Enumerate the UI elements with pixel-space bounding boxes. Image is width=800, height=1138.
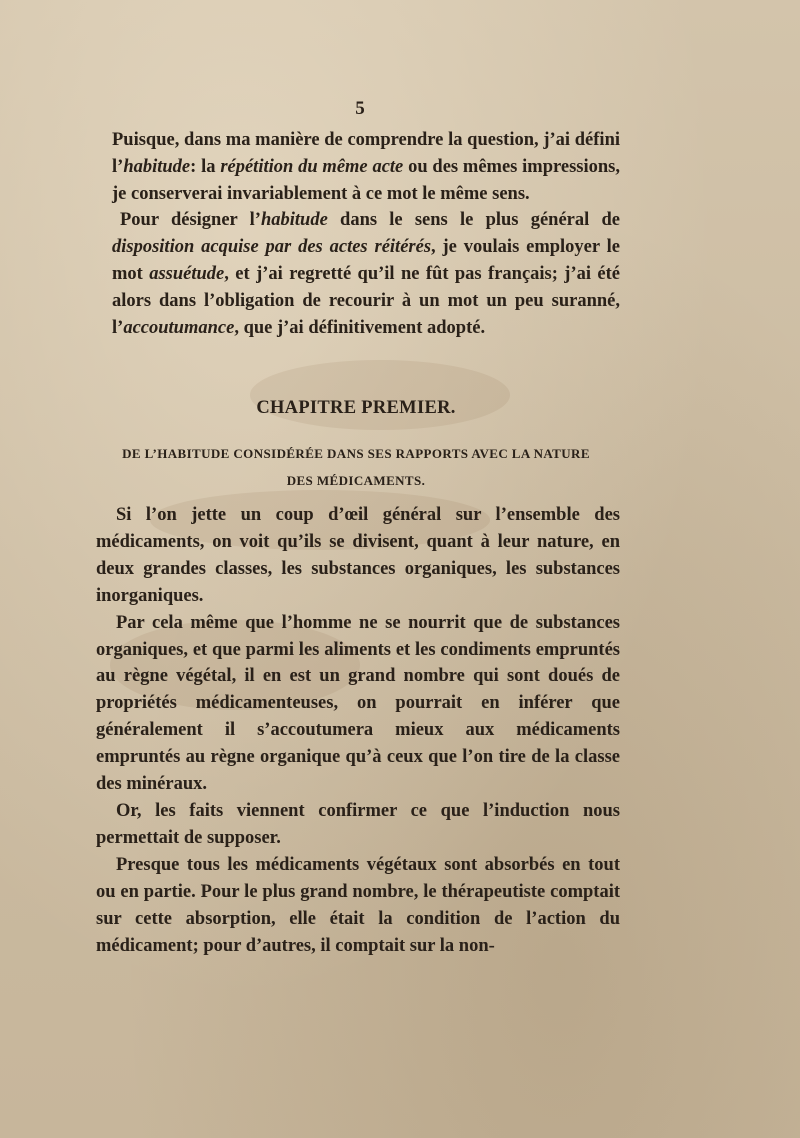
text-segment: , et j’ai regretté qu’il ne fût pas français; j’ai été alors dans l’obligation de recourir à un mot un peu suranné, l’	[112, 263, 621, 338]
italic-text: habitude	[123, 156, 191, 177]
body-paragraph-2: Par cela même que l’homme ne se nourrit que de substances organiques, et que parmi les aliments et les condiments empruntés au règne végétal, il en est un grand nombre qui sont doués de propriétés médicamenteuses, on pourrait en inférer que généralement il s’accoutumera mieux aux médicaments empruntés au règne organique qu’à ceux que l’on tire de la classe des minéraux.	[96, 612, 620, 795]
text-segment: ou des mêmes impressions, je conserverai invariablement à ce mot le même sens.	[112, 156, 620, 204]
text-segment: , je voulais employer le mot	[112, 237, 620, 284]
text-segment: : la	[190, 156, 221, 177]
text-segment: Puisque, dans ma manière de comprendre la question, j’ai défini	[112, 130, 620, 150]
intro-paragraph-2	[112, 207, 620, 341]
text-segment: dans le sens le plus général de	[327, 210, 621, 231]
intro-text	[112, 127, 620, 341]
text-segment: Pour désigner	[120, 210, 250, 231]
page-number: 5	[355, 98, 365, 119]
chapter-subtitle-line-1: DE L’HABITUDE CONSIDÉRÉE DANS SES RAPPORTS AVEC LA NATURE	[122, 446, 590, 461]
intro-paragraph-1	[112, 127, 620, 207]
body-paragraph-3: Or, les faits viennent confirmer ce que l’induction nous permettait de supposer.	[96, 800, 620, 848]
text-segment: l’	[112, 156, 124, 177]
paper-stain	[250, 360, 510, 430]
body-paragraph-4: Presque tous les médicaments végétaux sont absorbés en tout ou en partie. Pour le plus grand nombre, le thérapeutiste comptait sur cette absorption, elle était la condition de l’action du médicament; pour d’autres, il comptait sur la non-	[96, 854, 620, 956]
italic-text: assuétude	[149, 263, 225, 284]
chapter-title: CHAPITRE PREMIER.	[256, 398, 456, 418]
italic-text: répétition du même acte	[220, 156, 404, 177]
italic-text: accoutumance	[123, 317, 235, 338]
body-paragraph-1: Si l’on jette un coup d’œil général sur l’ensemble des médicaments, on voit qu’ils se divisent, quant à leur nature, en deux grandes classes, les substances organiques, les substances inorganiques.	[96, 505, 620, 606]
body-text	[96, 502, 620, 959]
italic-text: disposition acquise par des actes réitérés	[112, 237, 432, 258]
chapter-subtitle-line-2: DES MÉDICAMENTS.	[286, 473, 426, 488]
italic-text: habitude	[260, 210, 328, 231]
chapter-subtitle	[96, 440, 616, 494]
text-segment: , que j’ai définitivement adopté.	[234, 317, 486, 338]
text-segment: l’	[249, 210, 261, 231]
